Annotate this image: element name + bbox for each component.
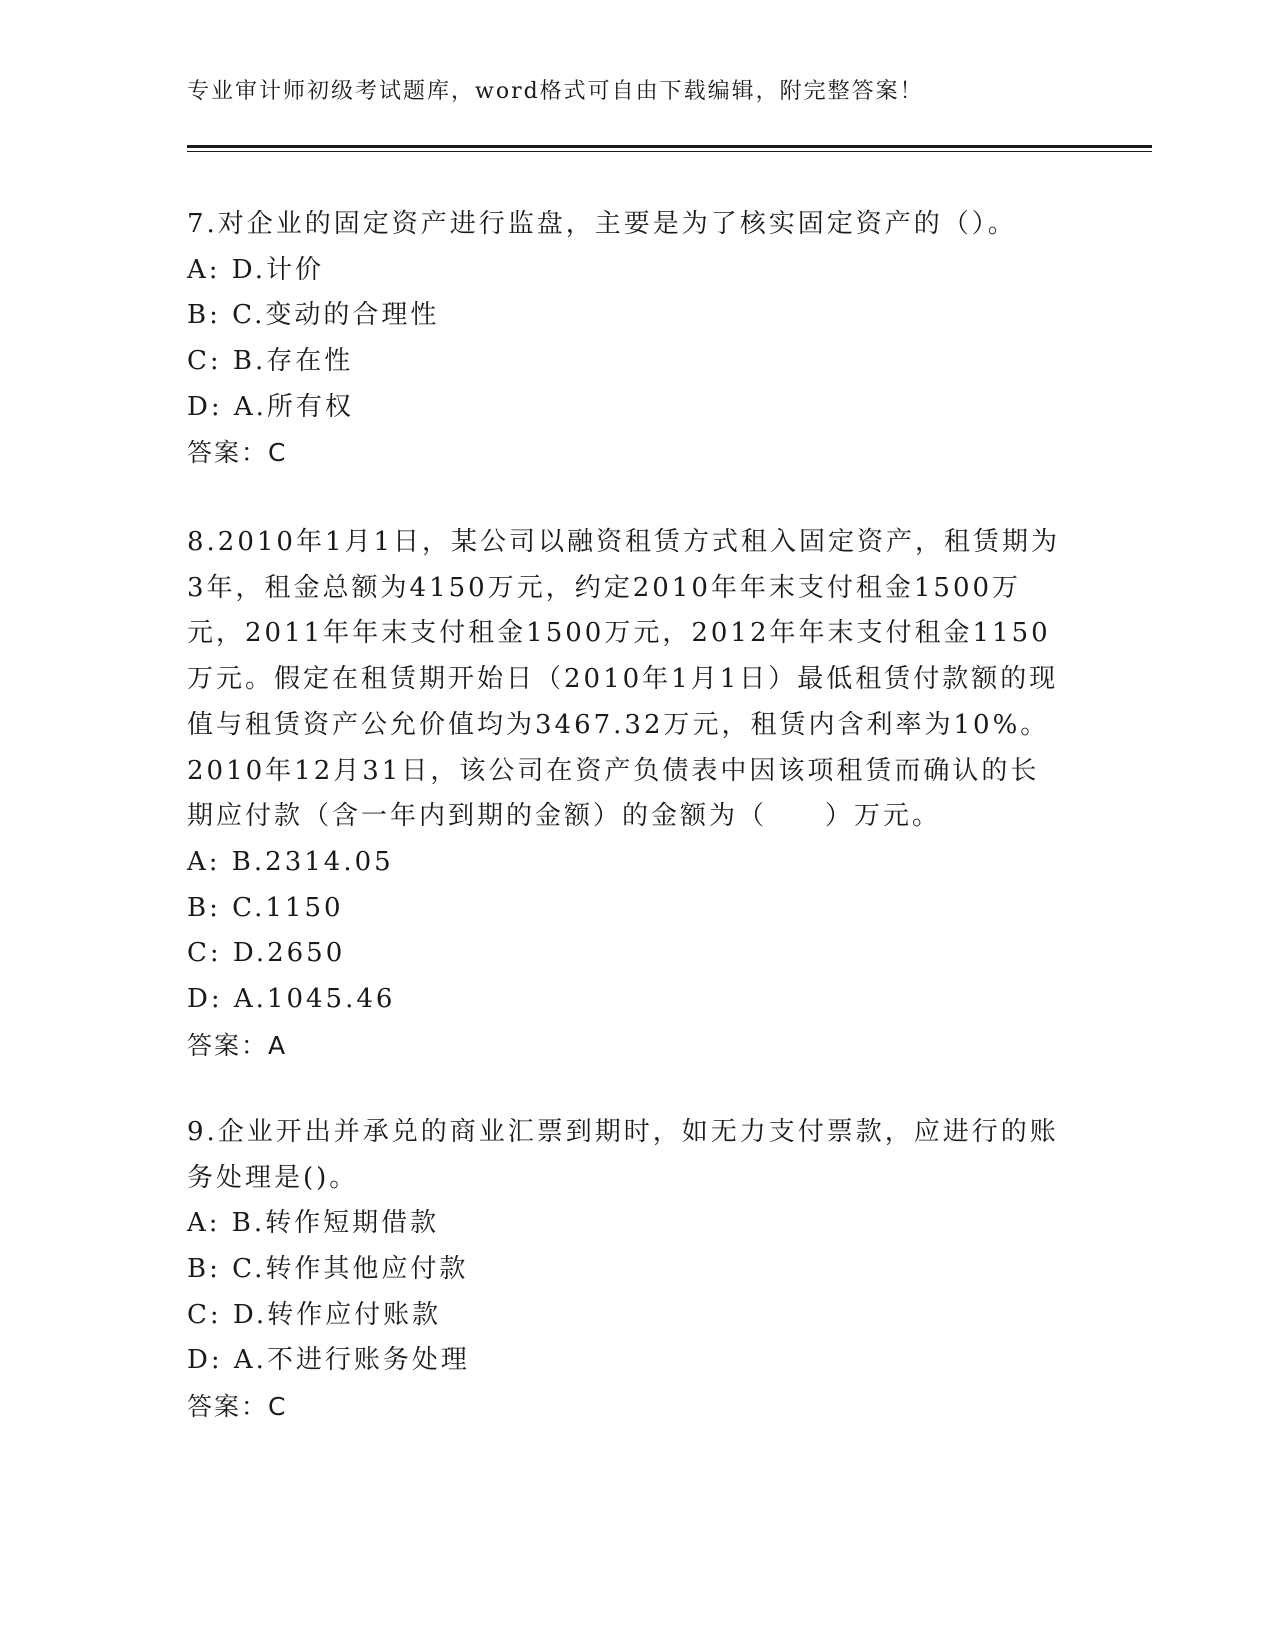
- option-a: A: B.转作短期借款: [187, 1208, 440, 1239]
- answer-line: [187, 430, 1067, 476]
- option-c: C: B.存在性: [187, 346, 354, 377]
- option-d: D: A.不进行账务处理: [187, 1345, 470, 1376]
- answer-line: [187, 1023, 1067, 1069]
- answer-label: 答案：: [187, 438, 269, 468]
- option-b: B: C.变动的合理性: [187, 300, 440, 331]
- answer-value: A: [268, 1030, 288, 1060]
- option-c: C: D.转作应付账款: [187, 1299, 442, 1330]
- header-divider-thick: [187, 145, 1152, 148]
- question-stem: 7.对企业的固定资产进行监盘，主要是为了核实固定资产的（）。: [187, 209, 1017, 239]
- option-d: D: A.1045.46: [187, 983, 396, 1014]
- option-a: A: D.计价: [187, 254, 324, 285]
- option-b: B: C.1150: [187, 892, 344, 923]
- question-stem: 9.企业开出并承兑的商业汇票到期时，如无力支付票款，应进行的账务处理是()。: [187, 1117, 1059, 1193]
- option-b: B: C.转作其他应付款: [187, 1254, 469, 1285]
- answer-value: C: [268, 438, 288, 468]
- answer-label: 答案：: [187, 1392, 269, 1422]
- answer-value: C: [268, 1392, 288, 1422]
- question-7: [187, 202, 1067, 476]
- question-stem: 8.2010年1月1日，某公司以融资租赁方式租入固定资产，租赁期为3年，租金总额为4150万元，约定2010年年末支付租金1500万元，2011年年末支付租金1500万元，2012年年末支付租金1150万元。假定在租赁期开始日（2010年1月1日）最低租赁付款额的现值与租赁资产公允价值均为3467.32万元，租赁内含利率为10%。2010年12月31日，该公司在资产负债表中因该项租赁而确认的长期应付款（含一年内到期的金额）的金额为（ ）万元。: [187, 527, 1061, 832]
- question-9: [187, 1110, 1067, 1430]
- header-divider-thin: [187, 151, 1152, 152]
- page-header: 专业审计师初级考试题库，word格式可自由下载编辑，附完整答案！: [187, 79, 924, 104]
- answer-label: 答案：: [187, 1030, 269, 1060]
- option-a: A: B.2314.05: [187, 846, 394, 877]
- question-8: [187, 520, 1067, 1068]
- option-d: D: A.所有权: [187, 391, 354, 422]
- option-c: C: D.2650: [187, 938, 346, 969]
- answer-line: [187, 1384, 1067, 1430]
